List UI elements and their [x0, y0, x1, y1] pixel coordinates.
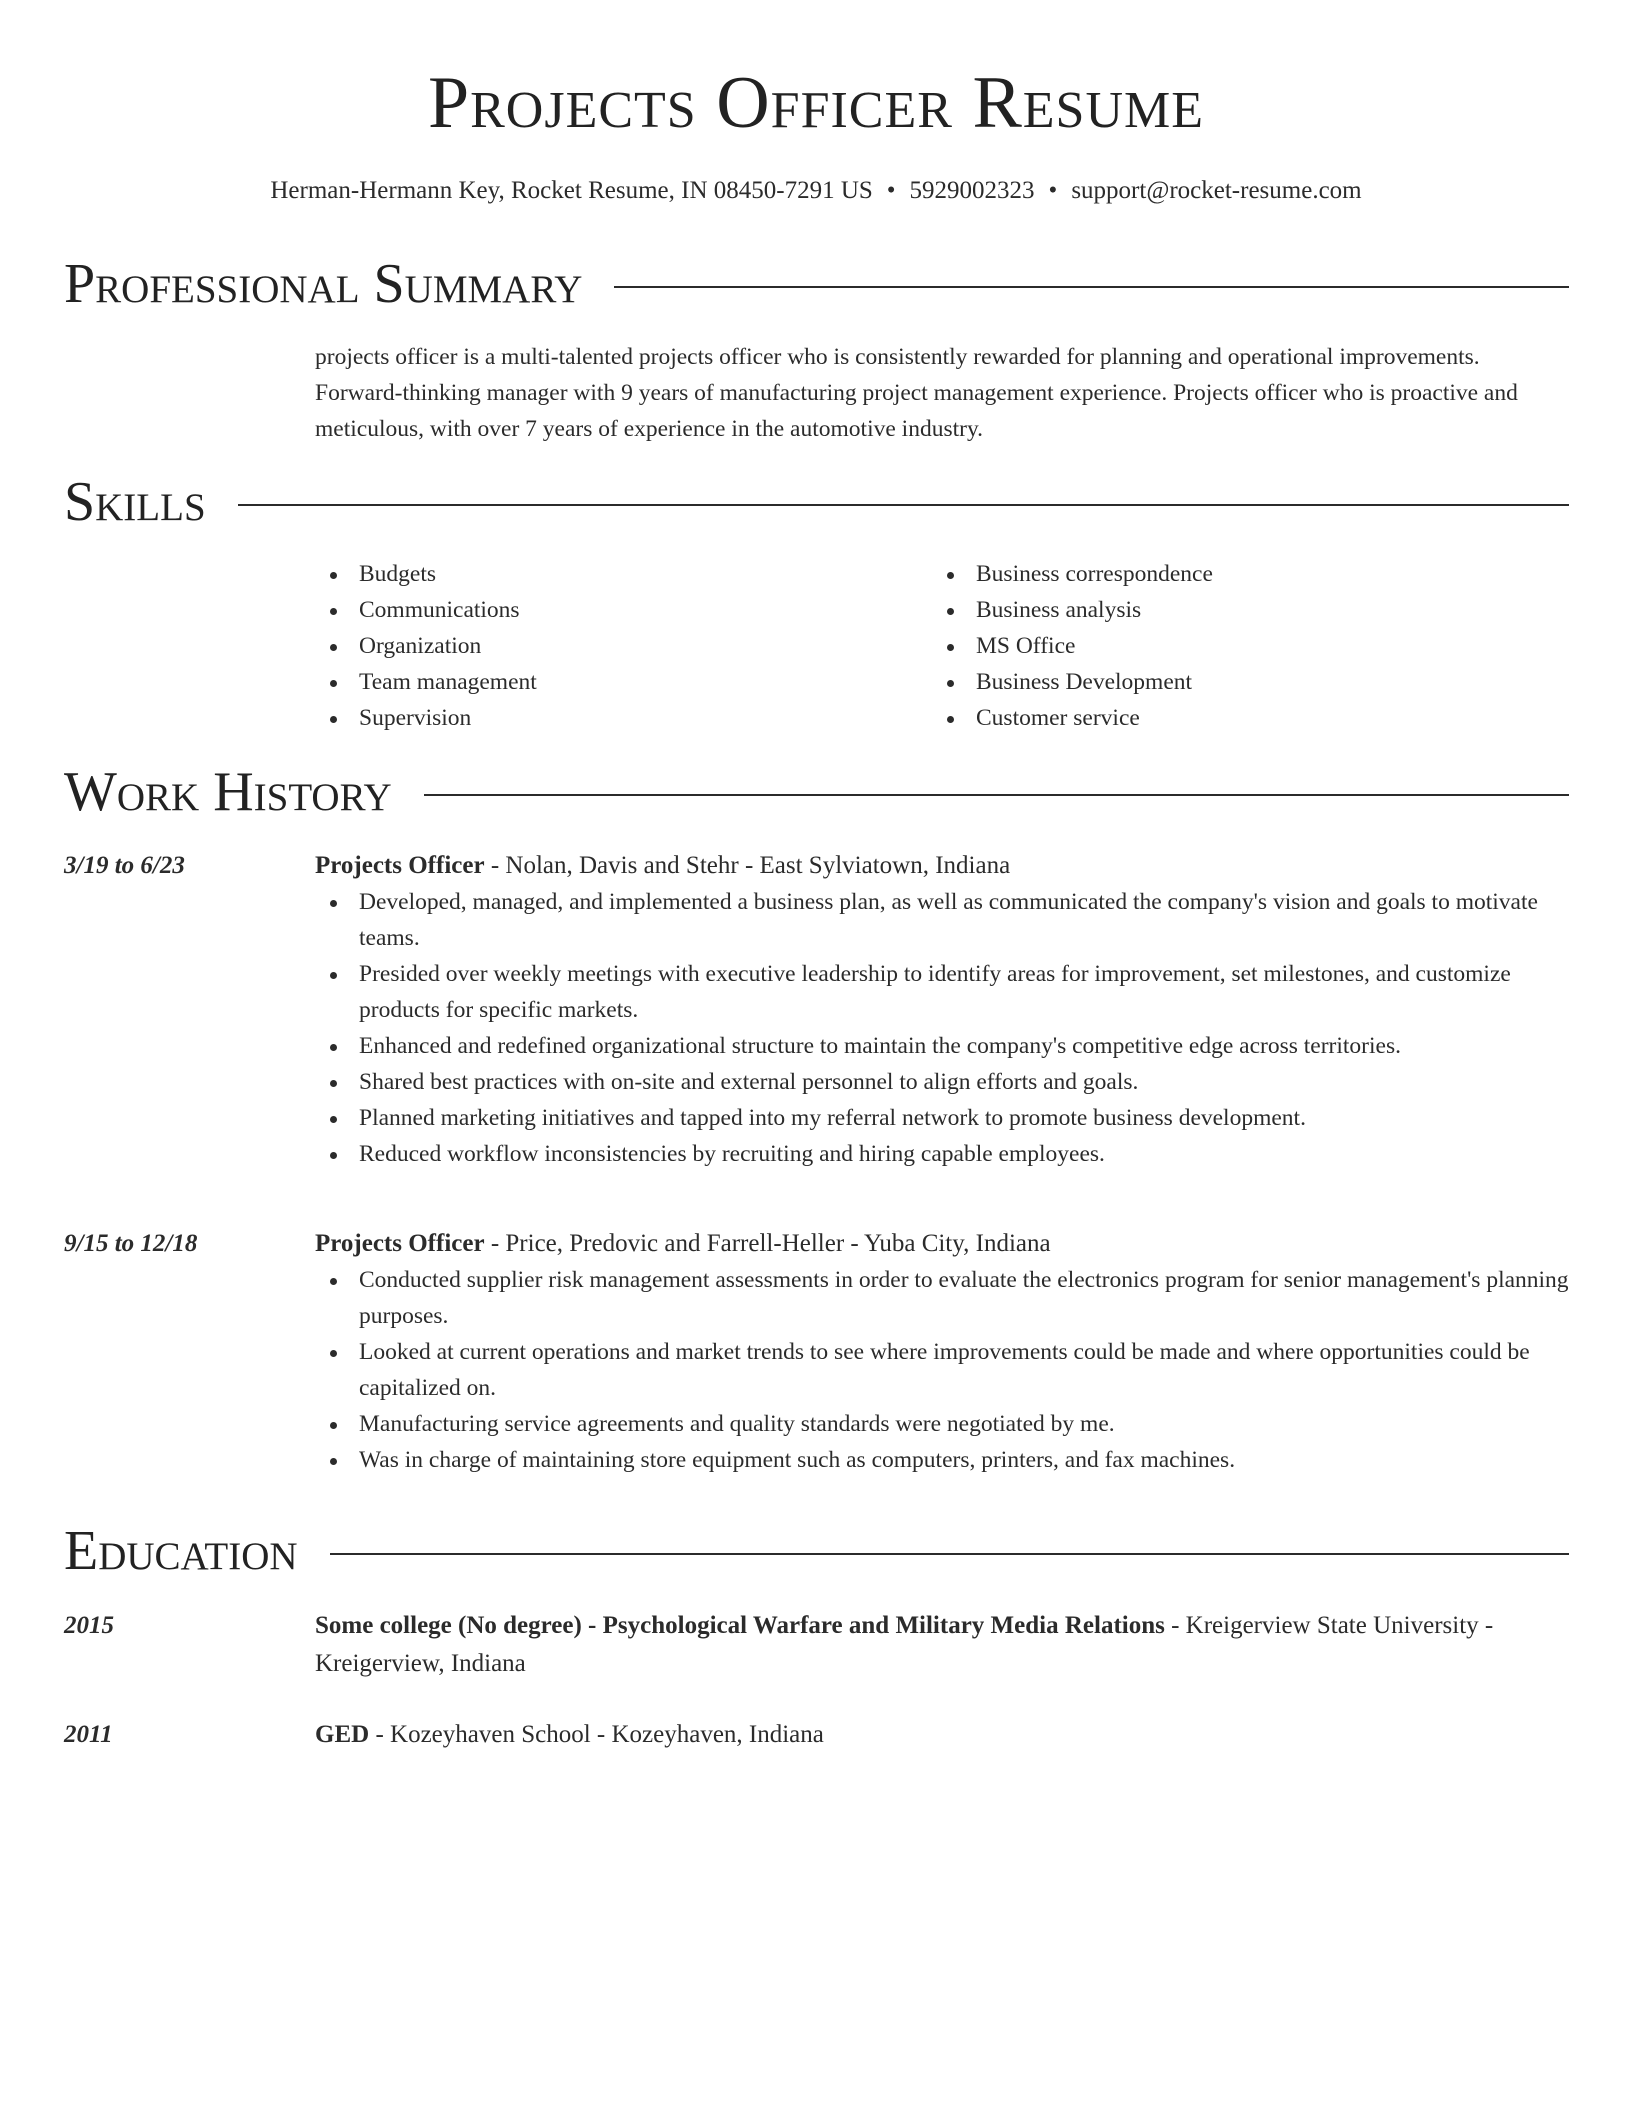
- job-entry: [315, 848, 1570, 1172]
- resume-title: Projects Officer Resume: [427, 62, 1205, 144]
- job-bullet: Conducted supplier risk management assessments in order to evaluate the electronics program for senior management's planning purposes.: [315, 1262, 1570, 1334]
- work-section-header: [64, 760, 1569, 824]
- job-details: - Price, Predovic and Farrell-Heller - Yuba City, Indiana: [484, 1230, 1051, 1257]
- job-bullets: [315, 1262, 1570, 1478]
- contact-phone: 5929002323: [909, 177, 1035, 204]
- education-section-header: [64, 1519, 1569, 1583]
- education-entry: [315, 1716, 1570, 1754]
- contact-address: Herman-Hermann Key, Rocket Resume, IN 08450-7291 US: [270, 177, 873, 204]
- work-heading: Work History: [64, 761, 392, 823]
- education-details: - Kreigerview State University - Kreigerview, Indiana: [315, 1612, 1494, 1677]
- contact-email[interactable]: support@rocket-resume.com: [1071, 177, 1362, 204]
- contact-separator: •: [886, 177, 896, 204]
- skill-item: MS Office: [932, 628, 1549, 664]
- job-bullets: [315, 884, 1570, 1172]
- job-title: Projects Officer: [315, 1230, 485, 1257]
- job-bullet: Presided over weekly meetings with executive leadership to identify areas for improvement, set milestones, and customize products for specific markets.: [315, 956, 1570, 1028]
- skills-section-header: [64, 470, 1569, 534]
- summary-heading: Professional Summary: [64, 253, 583, 315]
- education-entry: [315, 1607, 1570, 1683]
- section-divider: [238, 504, 1569, 506]
- job-header: [315, 1226, 1570, 1262]
- section-divider: [330, 1553, 1569, 1555]
- skill-item: Business Development: [932, 664, 1549, 700]
- section-divider: [614, 286, 1569, 288]
- skill-item: Organization: [315, 628, 932, 664]
- job-dates: 3/19 to 6/23: [64, 852, 185, 879]
- job-bullet: Shared best practices with on-site and external personnel to align efforts and goals.: [315, 1064, 1570, 1100]
- job-entry: [315, 1226, 1570, 1478]
- skill-item: Budgets: [315, 556, 932, 592]
- skill-item: Business correspondence: [932, 556, 1549, 592]
- skill-item: Business analysis: [932, 592, 1549, 628]
- skills-heading: Skills: [64, 471, 206, 533]
- skills-list: [315, 556, 1570, 736]
- education-degree: GED: [315, 1721, 370, 1748]
- skill-item: Team management: [315, 664, 932, 700]
- summary-text: projects officer is a multi-talented projects officer who is consistently rewarded for planning and operational improvements. Forward-thinking manager with 9 years of manufacturing project management experience. Projects officer who is proactive and meticulous, with over 7 years of experience in the automotive industry.: [315, 344, 1518, 442]
- job-bullet: Manufacturing service agreements and quality standards were negotiated by me.: [315, 1406, 1570, 1442]
- education-year: 2011: [64, 1721, 113, 1748]
- job-bullet: Planned marketing initiatives and tapped into my referral network to promote business development.: [315, 1100, 1570, 1136]
- contact-line: [0, 174, 1632, 208]
- education-heading: Education: [64, 1520, 298, 1582]
- summary-section-header: [64, 252, 1569, 316]
- job-bullet: Looked at current operations and market trends to see where improvements could be made and where opportunities could be capitalized on.: [315, 1334, 1570, 1406]
- skills-column-left: [315, 556, 932, 736]
- job-details: - Nolan, Davis and Stehr - East Sylviatown, Indiana: [484, 852, 1011, 879]
- job-bullet: Enhanced and redefined organizational structure to maintain the company's competitive edge across territories.: [315, 1028, 1570, 1064]
- skill-item: Supervision: [315, 700, 932, 736]
- education-year: 2015: [64, 1612, 114, 1639]
- section-divider: [424, 794, 1569, 796]
- job-bullet: Reduced workflow inconsistencies by recruiting and hiring capable employees.: [315, 1136, 1570, 1172]
- job-title: Projects Officer: [315, 852, 485, 879]
- contact-separator: •: [1048, 177, 1058, 204]
- job-header: [315, 848, 1570, 884]
- skill-item: Customer service: [932, 700, 1549, 736]
- job-dates: 9/15 to 12/18: [64, 1230, 198, 1257]
- skills-column-right: [932, 556, 1549, 736]
- education-details: - Kozeyhaven School - Kozeyhaven, Indiana: [369, 1721, 824, 1748]
- job-bullet: Developed, managed, and implemented a business plan, as well as communicated the company's vision and goals to motivate teams.: [315, 884, 1570, 956]
- education-degree: Some college (No degree) - Psychological Warfare and Military Media Relations: [315, 1612, 1165, 1639]
- job-bullet: Was in charge of maintaining store equipment such as computers, printers, and fax machines.: [315, 1442, 1570, 1478]
- skill-item: Communications: [315, 592, 932, 628]
